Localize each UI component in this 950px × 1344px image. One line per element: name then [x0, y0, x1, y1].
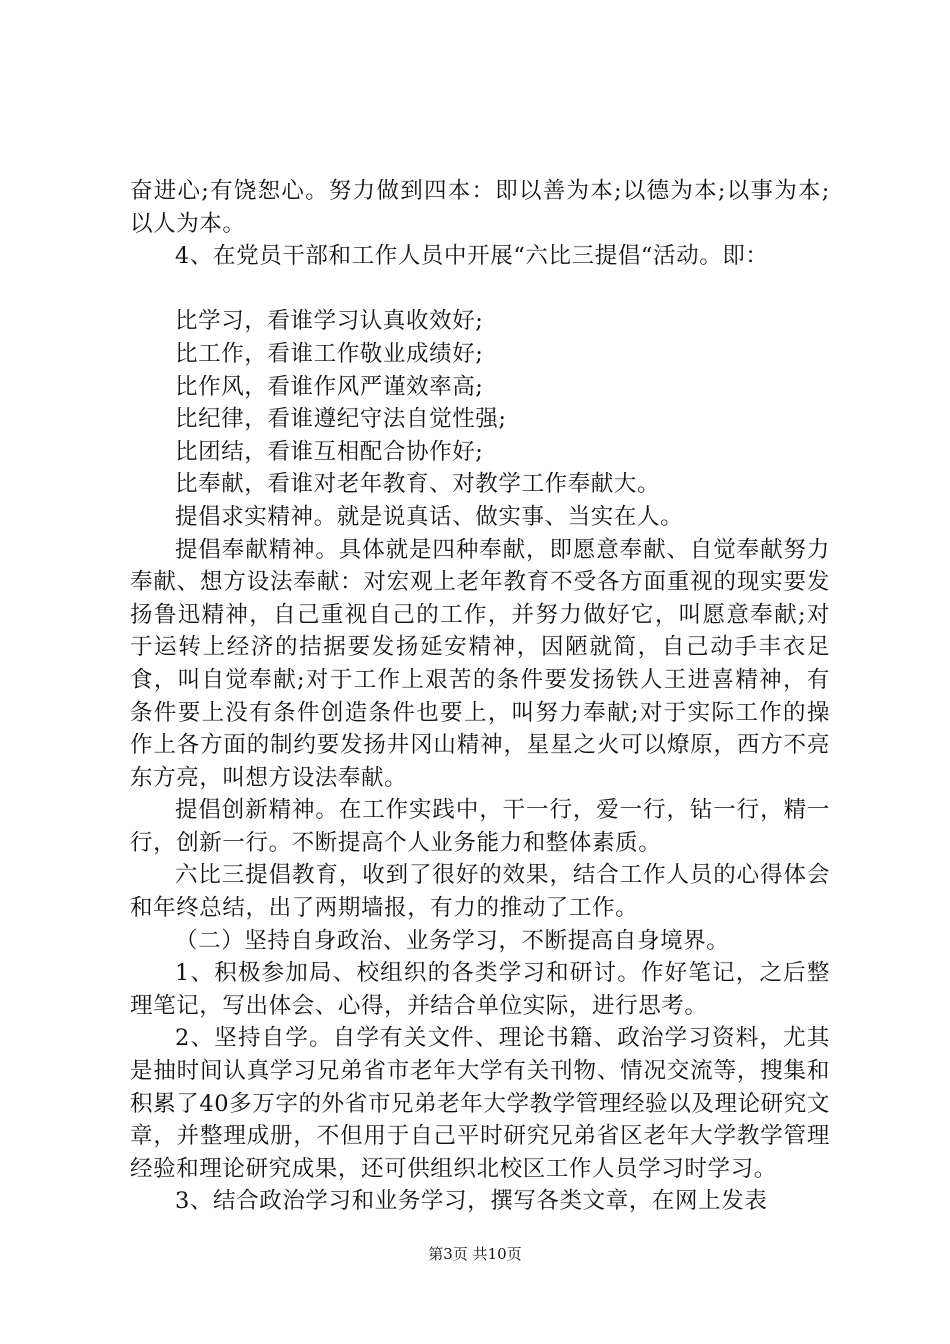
- paragraph-innovation: 提倡创新精神。在工作实践中，干一行，爱一行，钻一行，精一行，创新一行。不断提高个人业务能力和整体素质。: [130, 797, 830, 856]
- list-item-unity: 比团结，看谁互相配合协作好;: [175, 438, 484, 465]
- document-body: [130, 175, 830, 1218]
- list-item-study: 比学习，看谁学习认真收效好;: [175, 308, 484, 335]
- blank-line: [130, 273, 830, 306]
- list-item-discipline: 比纪律，看谁遵纪守法自觉性强;: [175, 406, 507, 433]
- paragraph-continuation: 奋进心;有饶恕心。努力做到四本：即以善为本;以德为本;以事为本;以人为本。: [130, 178, 830, 237]
- list-item-dedication: 比奉献，看谁对老年教育、对教学工作奉献大。: [175, 471, 661, 498]
- paragraph-activity-intro: 4、在党员干部和工作人员中开展“六比三提倡“活动。即：: [175, 243, 769, 270]
- paragraph-item-2: 2、坚持自学。自学有关文件、理论书籍、政治学习资料，尤其是抽时间认真学习兄弟省市老年大学有关刊物、情况交流等，搜集和积累了40多万字的外省市兄弟老年大学教学管理经验以及理论研究文章，并整理成册，不但用于自己平时研究兄弟省区老年大学教学管理经验和理论研究成果，还可供组织北校区工作人员学习时学习。: [130, 1025, 830, 1182]
- section-heading-self-study: （二）坚持自身政治、业务学习，不断提高自身境界。: [175, 927, 730, 954]
- paragraph-pragmatism: 提倡求实精神。就是说真话、做实事、当实在人。: [175, 503, 684, 530]
- paragraph-item-3: 3、结合政治学习和业务学习，撰写各类文章，在网上发表: [175, 1188, 768, 1215]
- list-item-work: 比工作，看谁工作敬业成绩好;: [175, 340, 484, 367]
- list-item-style: 比作风，看谁作风严谨效率高;: [175, 373, 484, 400]
- paragraph-dedication-spirit: 提倡奉献精神。具体就是四种奉献，即愿意奉献、自觉奉献努力奉献、想方设法奉献：对宏观上老年教育不受各方面重视的现实要发扬鲁迅精神，自己重视自己的工作，并努力做好它，叫愿意奉献;对于运转上经济的拮据要发扬延安精神，因陋就简，自己动手丰衣足食，叫自觉奉献;对于工作上艰苦的条件要发扬铁人王进喜精神，有条件要上没有条件创造条件也要上，叫努力奉献;对于实际工作的操作上各方面的制约要发扬井冈山精神，星星之火可以燎原，西方不亮东方亮，叫想方设法奉献。: [130, 536, 830, 791]
- paragraph-item-1: 1、积极参加局、校组织的各类学习和研讨。作好笔记，之后整理笔记，写出体会、心得，并结合单位实际，进行思考。: [130, 960, 830, 1019]
- paragraph-education-effect: 六比三提倡教育，收到了很好的效果，结合工作人员的心得体会和年终总结，出了两期墙报，有力的推动了工作。: [130, 862, 830, 922]
- page-footer: 第3页 共10页: [428, 1245, 522, 1263]
